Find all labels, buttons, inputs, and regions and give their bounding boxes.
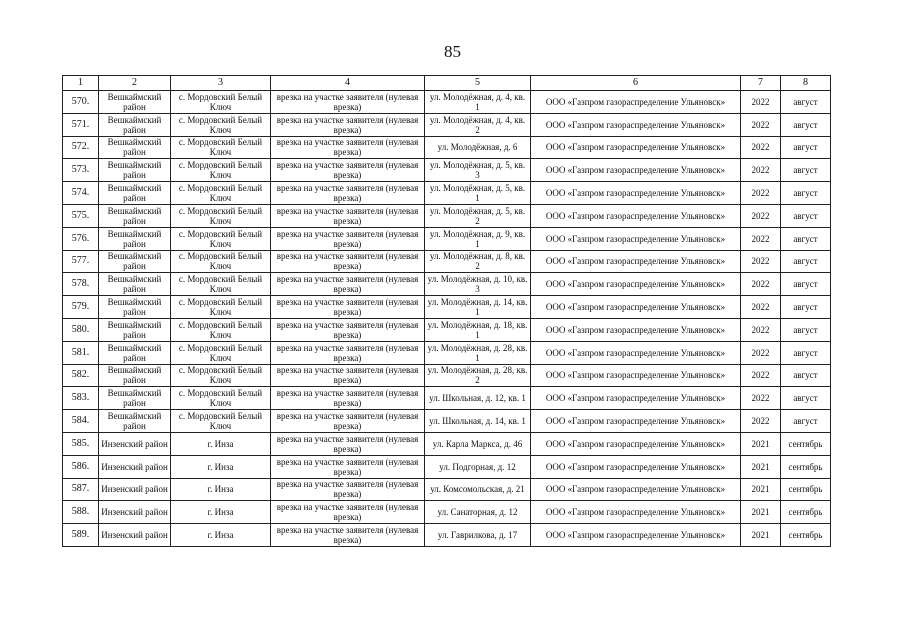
row-number-cell: 586.: [63, 455, 99, 478]
district-cell: Вешкаймский район: [99, 250, 171, 273]
work-type-cell: врезка на участке заявителя (нулевая врезка): [271, 478, 425, 501]
page-number: 85: [444, 42, 461, 61]
organization-cell: ООО «Газпром газораспределение Ульяновск»: [531, 341, 741, 364]
locality-cell: с. Мордовский Белый Ключ: [171, 341, 271, 364]
organization-cell: ООО «Газпром газораспределение Ульяновск»: [531, 250, 741, 273]
work-type-cell: врезка на участке заявителя (нулевая врезка): [271, 455, 425, 478]
month-cell: август: [781, 273, 831, 296]
organization-cell: ООО «Газпром газораспределение Ульяновск»: [531, 455, 741, 478]
district-cell: Инзенский район: [99, 478, 171, 501]
year-cell: 2022: [741, 364, 781, 387]
row-number-cell: 571.: [63, 113, 99, 136]
table-row: [63, 91, 831, 114]
year-cell: 2022: [741, 387, 781, 410]
table-row: [63, 364, 831, 387]
address-cell: ул. Молодёжная, д. 5, кв. 2: [425, 204, 531, 227]
address-cell: ул. Молодёжная, д. 10, кв. 3: [425, 273, 531, 296]
table-row: [63, 501, 831, 524]
locality-cell: г. Инза: [171, 478, 271, 501]
gas-connection-table: [62, 75, 831, 547]
work-type-cell: врезка на участке заявителя (нулевая врезка): [271, 136, 425, 159]
organization-cell: ООО «Газпром газораспределение Ульяновск»: [531, 182, 741, 205]
month-cell: август: [781, 91, 831, 114]
year-cell: 2022: [741, 204, 781, 227]
column-header: 1: [63, 76, 99, 91]
month-cell: сентябрь: [781, 501, 831, 524]
year-cell: 2022: [741, 91, 781, 114]
year-cell: 2022: [741, 250, 781, 273]
district-cell: Вешкаймский район: [99, 91, 171, 114]
year-cell: 2021: [741, 501, 781, 524]
month-cell: август: [781, 296, 831, 319]
district-cell: Вешкаймский район: [99, 318, 171, 341]
column-header: 6: [531, 76, 741, 91]
work-type-cell: врезка на участке заявителя (нулевая врезка): [271, 432, 425, 455]
month-cell: август: [781, 364, 831, 387]
address-cell: ул. Подгорная, д. 12: [425, 455, 531, 478]
district-cell: Инзенский район: [99, 455, 171, 478]
locality-cell: г. Инза: [171, 524, 271, 547]
organization-cell: ООО «Газпром газораспределение Ульяновск»: [531, 318, 741, 341]
locality-cell: с. Мордовский Белый Ключ: [171, 387, 271, 410]
year-cell: 2022: [741, 227, 781, 250]
address-cell: ул. Молодёжная, д. 5, кв. 1: [425, 182, 531, 205]
table-row: [63, 273, 831, 296]
table-body: [63, 91, 831, 547]
work-type-cell: врезка на участке заявителя (нулевая врезка): [271, 524, 425, 547]
locality-cell: с. Мордовский Белый Ключ: [171, 318, 271, 341]
row-number-cell: 572.: [63, 136, 99, 159]
district-cell: Вешкаймский район: [99, 387, 171, 410]
organization-cell: ООО «Газпром газораспределение Ульяновск»: [531, 204, 741, 227]
address-cell: ул. Молодёжная, д. 4, кв. 2: [425, 113, 531, 136]
locality-cell: г. Инза: [171, 501, 271, 524]
address-cell: ул. Карла Маркса, д. 46: [425, 432, 531, 455]
table-row: [63, 250, 831, 273]
row-number-cell: 570.: [63, 91, 99, 114]
organization-cell: ООО «Газпром газораспределение Ульяновск»: [531, 159, 741, 182]
month-cell: август: [781, 318, 831, 341]
table-row: [63, 204, 831, 227]
month-cell: август: [781, 136, 831, 159]
column-header: 7: [741, 76, 781, 91]
year-cell: 2022: [741, 410, 781, 433]
address-cell: ул. Школьная, д. 14, кв. 1: [425, 410, 531, 433]
row-number-cell: 580.: [63, 318, 99, 341]
month-cell: сентябрь: [781, 432, 831, 455]
year-cell: 2021: [741, 478, 781, 501]
year-cell: 2022: [741, 296, 781, 319]
district-cell: Вешкаймский район: [99, 364, 171, 387]
year-cell: 2022: [741, 159, 781, 182]
row-number-cell: 581.: [63, 341, 99, 364]
year-cell: 2021: [741, 432, 781, 455]
district-cell: Вешкаймский район: [99, 227, 171, 250]
locality-cell: с. Мордовский Белый Ключ: [171, 91, 271, 114]
work-type-cell: врезка на участке заявителя (нулевая врезка): [271, 387, 425, 410]
district-cell: Вешкаймский район: [99, 136, 171, 159]
district-cell: Вешкаймский район: [99, 182, 171, 205]
organization-cell: ООО «Газпром газораспределение Ульяновск»: [531, 91, 741, 114]
locality-cell: с. Мордовский Белый Ключ: [171, 113, 271, 136]
locality-cell: с. Мордовский Белый Ключ: [171, 159, 271, 182]
month-cell: сентябрь: [781, 455, 831, 478]
locality-cell: с. Мордовский Белый Ключ: [171, 204, 271, 227]
work-type-cell: врезка на участке заявителя (нулевая врезка): [271, 182, 425, 205]
address-cell: ул. Молодёжная, д. 28, кв. 2: [425, 364, 531, 387]
address-cell: ул. Комсомольская, д. 21: [425, 478, 531, 501]
month-cell: август: [781, 250, 831, 273]
row-number-cell: 587.: [63, 478, 99, 501]
column-header: 8: [781, 76, 831, 91]
address-cell: ул. Молодёжная, д. 5, кв. 3: [425, 159, 531, 182]
column-number-row: [63, 76, 831, 91]
column-header: 3: [171, 76, 271, 91]
column-header: 2: [99, 76, 171, 91]
work-type-cell: врезка на участке заявителя (нулевая врезка): [271, 204, 425, 227]
organization-cell: ООО «Газпром газораспределение Ульяновск»: [531, 387, 741, 410]
column-header: 5: [425, 76, 531, 91]
month-cell: сентябрь: [781, 524, 831, 547]
organization-cell: ООО «Газпром газораспределение Ульяновск»: [531, 364, 741, 387]
work-type-cell: врезка на участке заявителя (нулевая врезка): [271, 113, 425, 136]
locality-cell: г. Инза: [171, 455, 271, 478]
table-row: [63, 455, 831, 478]
table-row: [63, 182, 831, 205]
organization-cell: ООО «Газпром газораспределение Ульяновск»: [531, 113, 741, 136]
address-cell: ул. Молодёжная, д. 4, кв. 1: [425, 91, 531, 114]
year-cell: 2022: [741, 136, 781, 159]
work-type-cell: врезка на участке заявителя (нулевая врезка): [271, 341, 425, 364]
year-cell: 2022: [741, 182, 781, 205]
work-type-cell: врезка на участке заявителя (нулевая врезка): [271, 250, 425, 273]
month-cell: август: [781, 341, 831, 364]
locality-cell: с. Мордовский Белый Ключ: [171, 250, 271, 273]
address-cell: ул. Молодёжная, д. 8, кв. 2: [425, 250, 531, 273]
organization-cell: ООО «Газпром газораспределение Ульяновск»: [531, 136, 741, 159]
year-cell: 2021: [741, 455, 781, 478]
district-cell: Вешкаймский район: [99, 159, 171, 182]
year-cell: 2022: [741, 318, 781, 341]
address-cell: ул. Молодёжная, д. 18, кв. 1: [425, 318, 531, 341]
row-number-cell: 585.: [63, 432, 99, 455]
table-row: [63, 387, 831, 410]
district-cell: Вешкаймский район: [99, 273, 171, 296]
table-row: [63, 227, 831, 250]
organization-cell: ООО «Газпром газораспределение Ульяновск»: [531, 432, 741, 455]
table-row: [63, 432, 831, 455]
address-cell: ул. Молодёжная, д. 6: [425, 136, 531, 159]
address-cell: ул. Школьная, д. 12, кв. 1: [425, 387, 531, 410]
month-cell: август: [781, 182, 831, 205]
locality-cell: с. Мордовский Белый Ключ: [171, 364, 271, 387]
row-number-cell: 579.: [63, 296, 99, 319]
district-cell: Вешкаймский район: [99, 204, 171, 227]
district-cell: Вешкаймский район: [99, 296, 171, 319]
locality-cell: г. Инза: [171, 432, 271, 455]
row-number-cell: 583.: [63, 387, 99, 410]
organization-cell: ООО «Газпром газораспределение Ульяновск»: [531, 296, 741, 319]
year-cell: 2022: [741, 273, 781, 296]
address-cell: ул. Молодёжная, д. 9, кв. 1: [425, 227, 531, 250]
locality-cell: с. Мордовский Белый Ключ: [171, 136, 271, 159]
organization-cell: ООО «Газпром газораспределение Ульяновск»: [531, 478, 741, 501]
address-cell: ул. Санаторная, д. 12: [425, 501, 531, 524]
district-cell: Вешкаймский район: [99, 341, 171, 364]
organization-cell: ООО «Газпром газораспределение Ульяновск»: [531, 227, 741, 250]
work-type-cell: врезка на участке заявителя (нулевая врезка): [271, 227, 425, 250]
table-row: [63, 136, 831, 159]
work-type-cell: врезка на участке заявителя (нулевая врезка): [271, 318, 425, 341]
table-row: [63, 341, 831, 364]
locality-cell: с. Мордовский Белый Ключ: [171, 227, 271, 250]
month-cell: август: [781, 113, 831, 136]
work-type-cell: врезка на участке заявителя (нулевая врезка): [271, 159, 425, 182]
row-number-cell: 578.: [63, 273, 99, 296]
organization-cell: ООО «Газпром газораспределение Ульяновск»: [531, 273, 741, 296]
row-number-cell: 582.: [63, 364, 99, 387]
table-row: [63, 524, 831, 547]
district-cell: Инзенский район: [99, 432, 171, 455]
locality-cell: с. Мордовский Белый Ключ: [171, 273, 271, 296]
locality-cell: с. Мордовский Белый Ключ: [171, 182, 271, 205]
district-cell: Вешкаймский район: [99, 410, 171, 433]
month-cell: август: [781, 204, 831, 227]
table-row: [63, 410, 831, 433]
organization-cell: ООО «Газпром газораспределение Ульяновск»: [531, 501, 741, 524]
row-number-cell: 576.: [63, 227, 99, 250]
work-type-cell: врезка на участке заявителя (нулевая врезка): [271, 364, 425, 387]
row-number-cell: 584.: [63, 410, 99, 433]
table-row: [63, 296, 831, 319]
organization-cell: ООО «Газпром газораспределение Ульяновск»: [531, 410, 741, 433]
row-number-cell: 574.: [63, 182, 99, 205]
month-cell: сентябрь: [781, 478, 831, 501]
row-number-cell: 589.: [63, 524, 99, 547]
month-cell: август: [781, 387, 831, 410]
row-number-cell: 573.: [63, 159, 99, 182]
locality-cell: с. Мордовский Белый Ключ: [171, 296, 271, 319]
organization-cell: ООО «Газпром газораспределение Ульяновск»: [531, 524, 741, 547]
address-cell: ул. Молодёжная, д. 28, кв. 1: [425, 341, 531, 364]
work-type-cell: врезка на участке заявителя (нулевая врезка): [271, 410, 425, 433]
row-number-cell: 577.: [63, 250, 99, 273]
table-row: [63, 113, 831, 136]
month-cell: август: [781, 410, 831, 433]
work-type-cell: врезка на участке заявителя (нулевая врезка): [271, 296, 425, 319]
row-number-cell: 588.: [63, 501, 99, 524]
column-header: 4: [271, 76, 425, 91]
district-cell: Инзенский район: [99, 501, 171, 524]
year-cell: 2022: [741, 113, 781, 136]
month-cell: август: [781, 159, 831, 182]
work-type-cell: врезка на участке заявителя (нулевая врезка): [271, 273, 425, 296]
work-type-cell: врезка на участке заявителя (нулевая врезка): [271, 501, 425, 524]
district-cell: Инзенский район: [99, 524, 171, 547]
address-cell: ул. Гаврилкова, д. 17: [425, 524, 531, 547]
row-number-cell: 575.: [63, 204, 99, 227]
table-row: [63, 159, 831, 182]
table-row: [63, 318, 831, 341]
year-cell: 2022: [741, 341, 781, 364]
locality-cell: с. Мордовский Белый Ключ: [171, 410, 271, 433]
year-cell: 2021: [741, 524, 781, 547]
address-cell: ул. Молодёжная, д. 14, кв. 1: [425, 296, 531, 319]
district-cell: Вешкаймский район: [99, 113, 171, 136]
work-type-cell: врезка на участке заявителя (нулевая врезка): [271, 91, 425, 114]
table-row: [63, 478, 831, 501]
month-cell: август: [781, 227, 831, 250]
